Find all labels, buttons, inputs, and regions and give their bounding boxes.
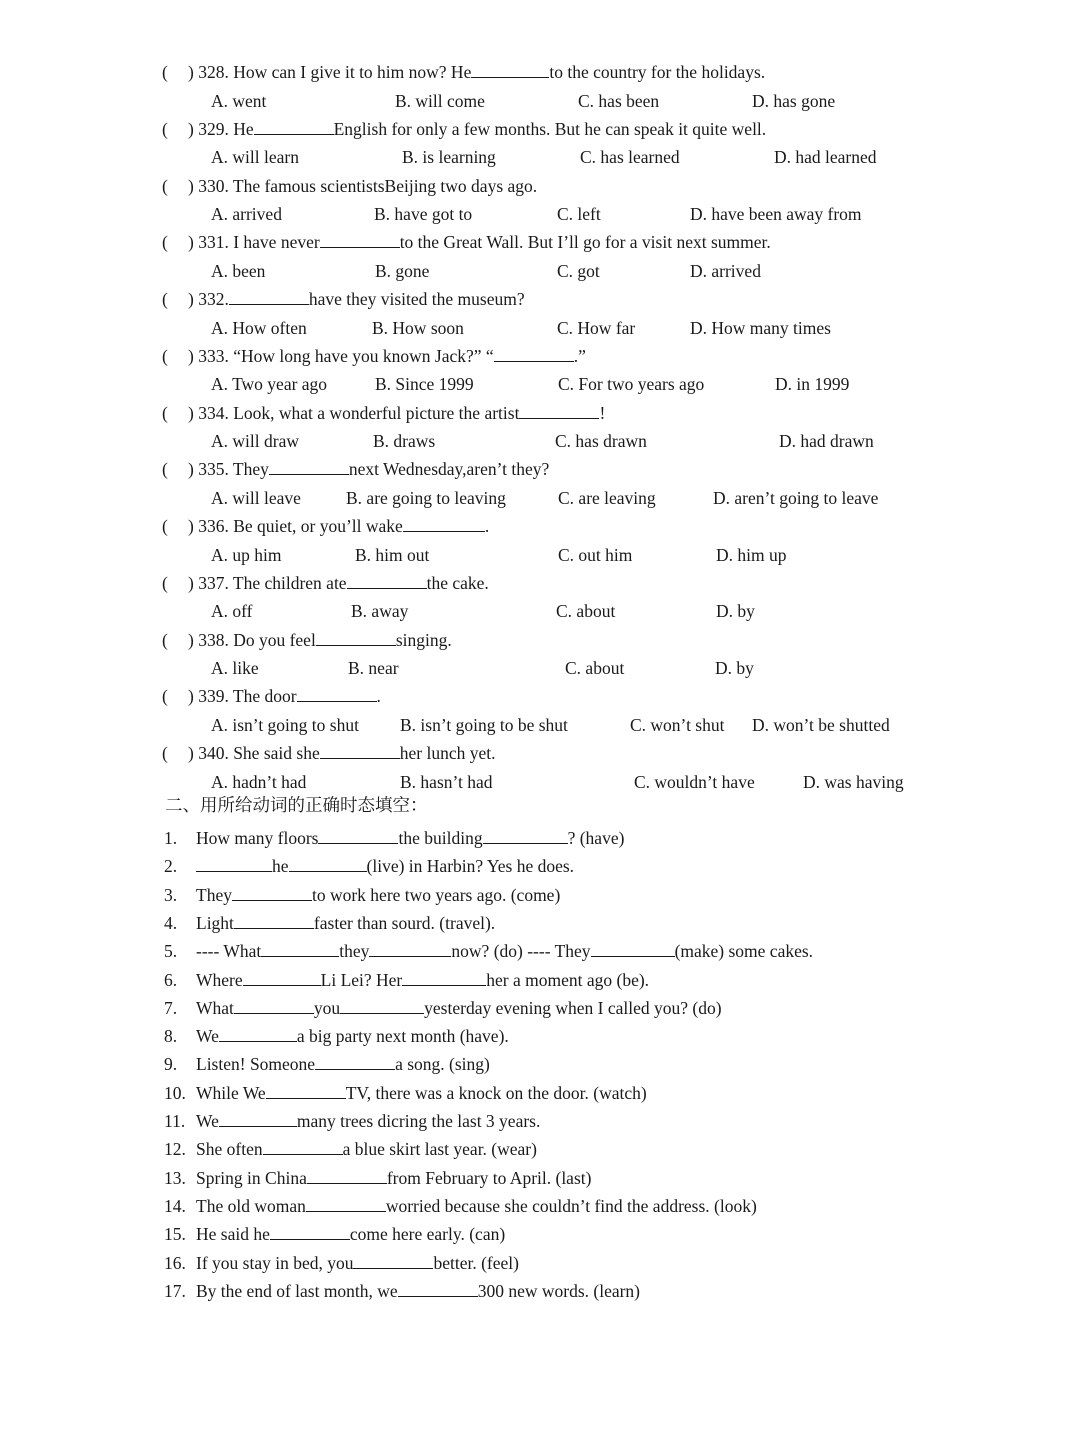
- item-number: 16.: [164, 1252, 186, 1273]
- answer-blank[interactable]: [261, 941, 339, 957]
- item-number: 3.: [164, 884, 178, 905]
- answer-blank[interactable]: [234, 998, 314, 1014]
- answer-paren[interactable]: [162, 118, 188, 140]
- text-segment: 335. They: [198, 459, 269, 480]
- answer-blank[interactable]: [369, 941, 451, 957]
- paren-close: ): [188, 629, 194, 650]
- answer-blank[interactable]: [403, 516, 485, 532]
- text-segment: ---- What: [196, 941, 262, 962]
- answer-blank[interactable]: [229, 289, 309, 305]
- option-a[interactable]: A. up him: [211, 544, 282, 565]
- option-d[interactable]: D. in 1999: [775, 374, 850, 395]
- answer-blank[interactable]: [398, 1281, 478, 1297]
- item-number: 11.: [164, 1111, 186, 1131]
- answer-blank[interactable]: [219, 1111, 297, 1127]
- paren-open: (: [162, 686, 168, 707]
- text-segment: 333. “How long have you known Jack?” “: [198, 345, 494, 366]
- option-a[interactable]: A. been: [211, 260, 266, 281]
- answer-blank[interactable]: [320, 743, 400, 759]
- item-number: 12.: [164, 1139, 186, 1160]
- section-title: 二、用所给动词的正确时态填空：: [165, 796, 428, 816]
- question-332: [162, 288, 525, 310]
- text-segment: TV, there was a knock on the door. (watch): [345, 1082, 647, 1103]
- option-a[interactable]: A. How often: [211, 317, 307, 338]
- text-segment: He said he: [196, 1224, 270, 1245]
- option-c[interactable]: C. For two years ago: [558, 374, 705, 395]
- answer-blank[interactable]: [219, 1026, 297, 1042]
- text-segment: to the country for the holidays.: [549, 62, 766, 82]
- answer-blank[interactable]: [315, 1054, 395, 1070]
- text-segment: a song. (sing): [395, 1054, 490, 1075]
- paren-open: (: [162, 516, 168, 536]
- option-b[interactable]: B. him out: [355, 544, 430, 565]
- item-number: 17.: [164, 1280, 186, 1301]
- fill-item: [164, 969, 649, 991]
- option-a[interactable]: A. will learn: [211, 147, 299, 168]
- text-segment: her a moment ago (be).: [486, 969, 650, 990]
- option-d[interactable]: D. has gone: [752, 90, 836, 111]
- answer-blank[interactable]: [263, 1139, 343, 1155]
- fill-item: [164, 1138, 537, 1160]
- option-b[interactable]: B. is learning: [402, 147, 496, 168]
- paren-open: (: [162, 232, 168, 253]
- text-segment: now? (do) ---- They: [451, 941, 591, 962]
- question-337: [162, 572, 489, 594]
- text-segment: Beijing two days ago.: [384, 175, 538, 196]
- text-segment: We: [196, 1111, 219, 1131]
- text-segment: worried because she couldn’t find the address. (look): [385, 1195, 757, 1216]
- item-number: 1.: [164, 828, 178, 848]
- text-segment: 339. The door: [198, 686, 297, 707]
- text-segment: Li Lei? Her: [320, 969, 403, 990]
- answer-paren[interactable]: [162, 345, 188, 367]
- option-c[interactable]: C. are leaving: [558, 487, 656, 508]
- answer-paren[interactable]: [162, 572, 188, 594]
- paren-close: ): [188, 289, 194, 309]
- answer-blank[interactable]: [316, 630, 396, 646]
- answer-paren[interactable]: [162, 742, 188, 764]
- option-b[interactable]: B. have got to: [374, 204, 473, 224]
- text-segment: 300 new words. (learn): [477, 1280, 641, 1301]
- answer-paren[interactable]: [162, 175, 188, 197]
- text-segment: next Wednesday,aren’t they?: [348, 459, 550, 480]
- text-segment: (live) in Harbin? Yes he does.: [366, 856, 575, 877]
- option-c[interactable]: C. won’t shut: [630, 714, 725, 735]
- answer-blank[interactable]: [269, 459, 349, 475]
- item-number: 2.: [164, 856, 178, 877]
- option-c[interactable]: C. got: [557, 260, 600, 281]
- option-c[interactable]: C. wouldn’t have: [634, 771, 755, 792]
- text-segment: many trees dicring the last 3 years.: [296, 1111, 541, 1131]
- question-333: [162, 345, 586, 367]
- paren-close: ): [188, 118, 194, 139]
- text-segment: he: [272, 856, 289, 877]
- fill-item: [164, 940, 813, 962]
- option-a[interactable]: A. will draw: [211, 431, 299, 451]
- fill-item: [164, 1053, 490, 1075]
- question-330: [162, 175, 537, 197]
- paren-close: ): [188, 459, 194, 480]
- answer-blank[interactable]: [340, 998, 424, 1014]
- text-segment: How many floors: [196, 828, 319, 848]
- paren-close: ): [188, 175, 194, 196]
- text-segment: 340. She said she: [198, 743, 320, 763]
- text-segment: The old woman: [196, 1195, 306, 1216]
- text-segment: better. (feel): [433, 1252, 519, 1273]
- answer-blank[interactable]: [270, 1224, 350, 1240]
- fill-item: [164, 827, 624, 849]
- text-segment: While We: [196, 1082, 266, 1103]
- text-segment: By the end of last month, we: [196, 1280, 398, 1301]
- paren-close: ): [188, 232, 194, 253]
- text-segment: 329. He: [198, 118, 254, 139]
- question-339: [162, 685, 381, 707]
- answer-blank[interactable]: [347, 573, 427, 589]
- fill-item: [164, 1110, 540, 1132]
- text-segment: .”: [573, 345, 586, 366]
- option-b[interactable]: B. away: [351, 601, 409, 622]
- text-segment: a big party next month (have).: [296, 1026, 509, 1047]
- option-b[interactable]: B. hasn’t had: [400, 771, 493, 792]
- option-b[interactable]: B. Since 1999: [375, 374, 474, 395]
- text-segment: come here early. (can): [349, 1224, 506, 1245]
- question-338: [162, 629, 452, 651]
- option-d[interactable]: D. by: [716, 601, 755, 622]
- text-segment: the cake.: [426, 572, 489, 593]
- answer-paren[interactable]: [162, 231, 188, 253]
- text-segment: 336. Be quiet, or you’ll wake: [198, 516, 403, 536]
- paren-close: ): [188, 516, 194, 536]
- text-segment: have they visited the museum?: [308, 289, 525, 309]
- option-c[interactable]: C. How far: [557, 317, 636, 338]
- answer-paren[interactable]: [162, 629, 188, 651]
- option-a[interactable]: A. will leave: [211, 487, 301, 508]
- question-334: [162, 402, 605, 424]
- text-segment: 338. Do you feel: [198, 629, 316, 650]
- fill-item: [164, 1167, 591, 1189]
- text-segment: Listen! Someone: [196, 1054, 316, 1075]
- fill-item: [164, 1223, 505, 1245]
- paren-open: (: [162, 572, 168, 593]
- answer-blank[interactable]: [519, 403, 599, 419]
- answer-blank[interactable]: [353, 1253, 433, 1269]
- answer-blank[interactable]: [306, 1196, 386, 1212]
- text-segment: her lunch yet.: [399, 743, 496, 763]
- option-c[interactable]: C. left: [557, 204, 601, 224]
- answer-paren[interactable]: [162, 402, 188, 424]
- paren-open: (: [162, 743, 168, 763]
- text-segment: (make) some cakes.: [674, 941, 814, 962]
- paren-close: ): [188, 572, 194, 593]
- answer-blank[interactable]: [591, 941, 675, 957]
- answer-paren[interactable]: [162, 515, 188, 537]
- text-segment: 330. The famous scientists: [198, 175, 385, 196]
- item-number: 14.: [164, 1195, 186, 1216]
- answer-blank[interactable]: [318, 828, 398, 844]
- option-c[interactable]: C. about: [556, 601, 616, 622]
- item-number: 6.: [164, 969, 178, 990]
- paren-open: (: [162, 629, 168, 650]
- option-d[interactable]: D. won’t be shutted: [752, 714, 890, 735]
- paren-open: (: [162, 402, 168, 423]
- text-segment: the building: [398, 828, 483, 848]
- text-segment: !: [599, 402, 606, 423]
- paren-open: (: [162, 62, 168, 82]
- option-d[interactable]: D. arrived: [690, 260, 761, 281]
- text-segment: 331. I have never: [198, 232, 320, 253]
- fill-item: [164, 1082, 647, 1104]
- text-segment: yesterday evening when I called you? (do): [424, 997, 722, 1018]
- text-segment: singing.: [395, 629, 452, 650]
- option-a[interactable]: A. off: [211, 601, 253, 622]
- option-d[interactable]: D. by: [715, 658, 754, 678]
- item-number: 13.: [164, 1167, 186, 1188]
- item-number: 5.: [164, 941, 178, 962]
- question-335: [162, 458, 549, 480]
- text-segment: 332.: [198, 289, 229, 309]
- option-a[interactable]: A. isn’t going to shut: [211, 714, 359, 735]
- fill-item: [164, 1280, 640, 1302]
- text-segment: ? (have): [567, 828, 625, 848]
- paren-open: (: [162, 459, 168, 480]
- fill-item: [164, 855, 574, 877]
- text-segment: to the Great Wall. But I’ll go for a visit next summer.: [399, 232, 771, 253]
- item-number: 9.: [164, 1054, 178, 1075]
- answer-paren[interactable]: [162, 288, 188, 310]
- option-d[interactable]: D. aren’t going to leave: [713, 487, 879, 508]
- text-segment: 328. How can I give it to him now? He: [198, 62, 472, 82]
- text-segment: from February to April. (last): [386, 1167, 592, 1188]
- fill-item: [164, 1195, 757, 1217]
- fill-item: [164, 1252, 519, 1274]
- option-b[interactable]: B. are going to leaving: [346, 487, 506, 508]
- paren-close: ): [188, 743, 194, 763]
- answer-blank[interactable]: [402, 970, 486, 986]
- option-d[interactable]: D. have been away from: [690, 204, 862, 224]
- item-number: 4.: [164, 912, 178, 933]
- question-340: [162, 742, 495, 764]
- fill-item: [164, 997, 722, 1019]
- option-b[interactable]: B. will come: [395, 90, 485, 111]
- text-segment: a blue skirt last year. (wear): [342, 1139, 537, 1160]
- option-c[interactable]: C. about: [565, 658, 625, 678]
- question-328: [162, 61, 765, 83]
- option-d[interactable]: D. him up: [716, 544, 787, 565]
- answer-blank[interactable]: [234, 913, 314, 929]
- option-a[interactable]: A. went: [211, 90, 267, 111]
- option-b[interactable]: B. gone: [375, 260, 430, 281]
- answer-blank[interactable]: [494, 346, 574, 362]
- answer-blank[interactable]: [266, 1083, 346, 1099]
- fill-item: [164, 912, 495, 934]
- option-d[interactable]: D. How many times: [690, 317, 831, 338]
- option-b[interactable]: B. near: [348, 658, 399, 678]
- paren-close: ): [188, 62, 194, 82]
- answer-blank[interactable]: [232, 885, 312, 901]
- option-d[interactable]: D. had learned: [774, 147, 877, 168]
- text-segment: What: [196, 997, 234, 1018]
- text-segment: .: [484, 516, 490, 536]
- option-c[interactable]: C. has been: [578, 90, 660, 111]
- item-number: 8.: [164, 1026, 178, 1047]
- option-b[interactable]: B. draws: [373, 431, 436, 451]
- answer-blank[interactable]: [196, 856, 272, 872]
- option-a[interactable]: A. arrived: [211, 204, 282, 224]
- answer-paren[interactable]: [162, 685, 188, 707]
- text-segment: We: [196, 1026, 219, 1047]
- paren-close: ): [188, 345, 194, 366]
- paren-open: (: [162, 289, 168, 309]
- paren-open: (: [162, 345, 168, 366]
- text-segment: they: [339, 941, 370, 962]
- option-c[interactable]: C. out him: [558, 544, 633, 565]
- option-d[interactable]: D. had drawn: [779, 431, 874, 451]
- question-331: [162, 231, 771, 253]
- option-a[interactable]: A. Two year ago: [211, 374, 328, 395]
- item-number: 15.: [164, 1224, 186, 1245]
- paren-close: ): [188, 402, 194, 423]
- answer-blank[interactable]: [254, 119, 334, 135]
- paren-open: (: [162, 175, 168, 196]
- answer-paren[interactable]: [162, 458, 188, 480]
- text-segment: They: [196, 884, 232, 905]
- question-336: [162, 515, 489, 537]
- answer-blank[interactable]: [243, 970, 321, 986]
- option-b[interactable]: B. isn’t going to be shut: [400, 714, 568, 735]
- text-segment: you: [313, 997, 341, 1018]
- answer-blank[interactable]: [297, 686, 377, 702]
- text-segment: She often: [196, 1139, 263, 1160]
- answer-blank[interactable]: [471, 62, 549, 78]
- text-segment: Spring in China: [196, 1167, 307, 1188]
- item-number: 10.: [164, 1082, 186, 1103]
- text-segment: 337. The children ate: [198, 572, 347, 593]
- answer-blank[interactable]: [307, 1168, 387, 1184]
- text-segment: If you stay in bed, you: [196, 1252, 354, 1273]
- answer-paren[interactable]: [162, 61, 188, 83]
- option-c[interactable]: C. has learned: [580, 147, 680, 168]
- fill-item: [164, 884, 560, 906]
- item-number: 7.: [164, 997, 178, 1018]
- answer-blank[interactable]: [320, 232, 400, 248]
- option-a[interactable]: A. hadn’t had: [211, 771, 307, 792]
- text-segment: Where: [196, 969, 243, 990]
- text-segment: to work here two years ago. (come): [311, 884, 561, 905]
- option-c[interactable]: C. has drawn: [555, 431, 647, 451]
- paren-open: (: [162, 118, 168, 139]
- text-segment: English for only a few months. But he can speak it quite well.: [333, 118, 767, 139]
- text-segment: 334. Look, what a wonderful picture the artist: [198, 402, 520, 423]
- question-329: [162, 118, 766, 140]
- option-d[interactable]: D. was having: [803, 771, 904, 792]
- fill-item: [164, 1025, 509, 1047]
- text-segment: Light: [196, 912, 234, 933]
- text-segment: .: [376, 686, 381, 707]
- answer-blank[interactable]: [483, 828, 568, 844]
- answer-blank[interactable]: [289, 856, 367, 872]
- option-b[interactable]: B. How soon: [372, 317, 464, 338]
- text-segment: faster than sourd. (travel).: [313, 912, 496, 933]
- paren-close: ): [188, 686, 194, 707]
- option-a[interactable]: A. like: [211, 658, 259, 678]
